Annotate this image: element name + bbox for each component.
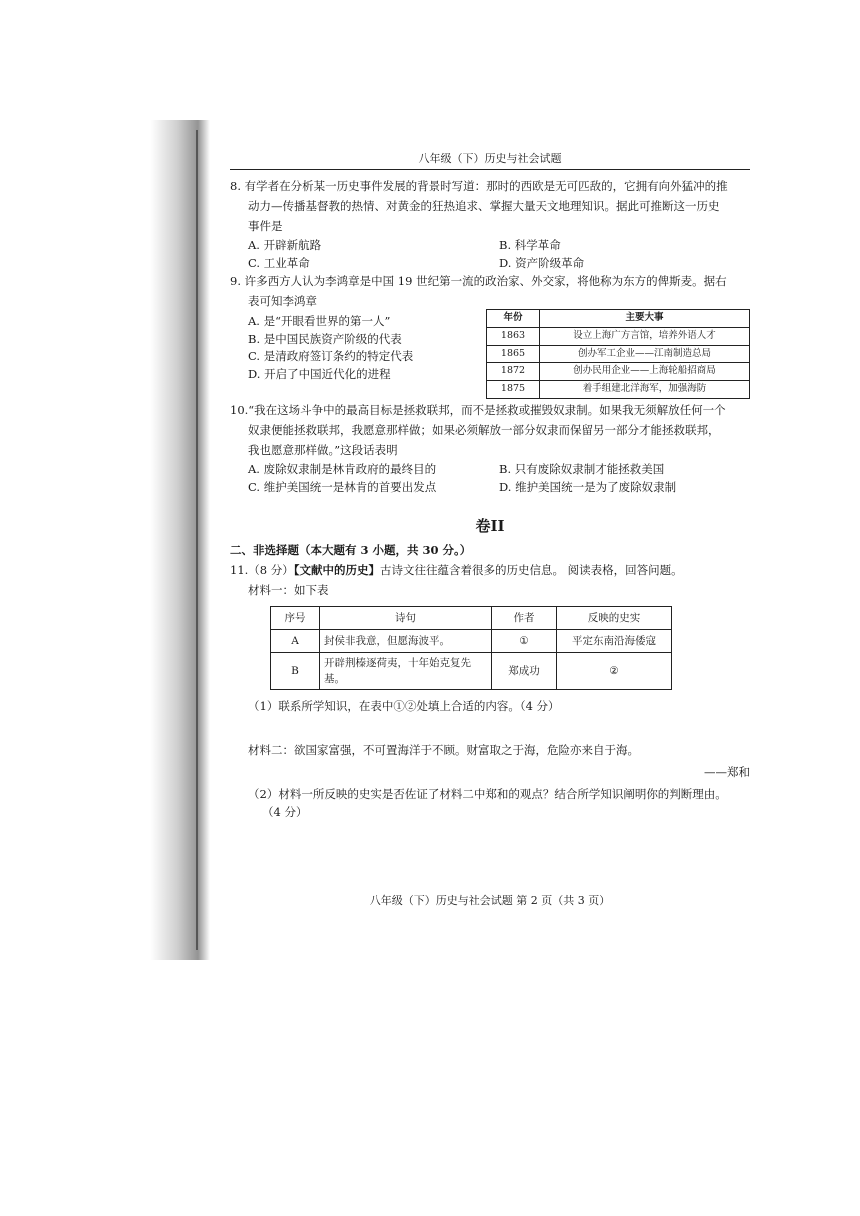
table-header-row (487, 310, 750, 328)
q9-option-d: D. 开启了中国近代化的进程 (248, 367, 391, 382)
section-heading: 二、非选择题（本大题有 3 小题，共 30 分。） (230, 543, 472, 558)
question-8 (230, 178, 750, 273)
section-title: 卷II (475, 517, 505, 536)
q8-options (230, 237, 750, 273)
poetry-table (270, 606, 672, 691)
page-footer: 八年级（下）历史与社会试题 第 2 页（共 3 页） (369, 894, 611, 907)
q8-stem-line1: 8. 有学者在分析某一历史事件发展的背景时写道：那时的西欧是无可匹敌的，它拥有向外猛冲的推 (230, 179, 728, 194)
question-11 (230, 562, 750, 821)
question-10 (230, 402, 750, 497)
table-cell-fact: ② (557, 652, 672, 690)
table-row (271, 629, 672, 652)
q9-option-a: A. 是“开眼看世界的第一人” (248, 313, 391, 328)
table-cell-author: ① (492, 629, 557, 652)
q8-option-c: C. 工业革命 (248, 256, 310, 271)
table-row (487, 363, 750, 381)
q11-prefix: 11.（8 分） (230, 563, 294, 578)
table-row (487, 327, 750, 345)
table-cell-event: 设立上海广方言馆，培养外语人才 (540, 327, 750, 345)
q9-stem-line2: 表可知李鸿章 (248, 293, 317, 308)
q9-option-c: C. 是清政府签订条约的特定代表 (248, 349, 414, 364)
q10-option-d: D. 维护美国统一是为了废除奴隶制 (499, 480, 677, 495)
q8-option-d: D. 资产阶级革命 (499, 256, 585, 271)
table-header-row (271, 606, 672, 629)
q10-option-a: A. 废除奴隶制是林肯政府的最终目的 (248, 462, 437, 477)
question-9 (230, 273, 750, 394)
q11-subquestion-1: （1）联系所学知识，在表中①②处填上合适的内容。（4 分） (248, 699, 560, 714)
table-row (487, 380, 750, 398)
table-header-year: 年份 (487, 310, 540, 328)
table-cell-poem: 开辟荆榛逐荷夷，十年始克复先基。 (320, 652, 492, 690)
table-cell-index: A (271, 629, 320, 652)
scan-edge (196, 130, 198, 950)
table-cell-event: 着手组建北洋海军，加强海防 (540, 380, 750, 398)
table-header-fact: 反映的史实 (557, 606, 672, 629)
q9-options (230, 313, 488, 384)
q8-stem-line3: 事件是 (248, 218, 283, 233)
exam-page (230, 150, 750, 930)
table-cell-author: 郑成功 (492, 652, 557, 690)
table-cell-year: 1865 (487, 345, 540, 363)
q8-option-b: B. 科学革命 (499, 238, 561, 253)
table-header-poem: 诗句 (320, 606, 492, 629)
table-cell-index: B (271, 652, 320, 690)
header-rule (230, 169, 750, 170)
q10-option-b: B. 只有废除奴隶制才能拯救美国 (499, 462, 665, 477)
table-cell-fact: 平定东南沿海倭寇 (557, 629, 672, 652)
q10-options (230, 461, 750, 497)
q11-material2: 材料二：欲国家富强，不可置海洋于不顾。财富取之于海，危险亦来自于海。 (248, 743, 639, 758)
q10-stem-line1: 10.“我在这场斗争中的最高目标是拯救联邦，而不是拯救或摧毁奴隶制。如果我无须解放任何一个 (230, 402, 726, 417)
table-header-event: 主要大事 (540, 310, 750, 328)
table-cell-event: 创办军工企业——江南制造总局 (540, 345, 750, 363)
q11-subquestion-2-line1: （2）材料一所反映的史实是否佐证了材料二中郑和的观点？结合所学知识阐明你的判断理由。 (248, 786, 727, 801)
q11-material1: 材料一：如下表 (248, 582, 329, 597)
table-header-author: 作者 (492, 606, 557, 629)
q11-stem-text: 古诗文往往蕴含着很多的历史信息。 阅读表格，回答问题。 (380, 563, 683, 578)
q8-option-a: A. 开辟新航路 (248, 238, 322, 253)
table-cell-year: 1872 (487, 363, 540, 381)
q10-option-c: C. 维护美国统一是林肯的首要出发点 (248, 480, 437, 495)
table-cell-year: 1875 (487, 380, 540, 398)
table-row (271, 652, 672, 690)
q11-subquestion-2-line2: （4 分） (262, 804, 308, 819)
table-cell-poem: 封侯非我意，但愿海波平。 (320, 629, 492, 652)
table-cell-event: 创办民用企业——上海轮船招商局 (540, 363, 750, 381)
table-header-index: 序号 (271, 606, 320, 629)
q10-stem-line3: 我也愿意那样做。”这段话表明 (248, 442, 398, 457)
q9-stem-line1: 9. 许多西方人认为李鸿章是中国 19 世纪第一流的政治家、外交家，将他称为东方的俾斯麦。据右 (230, 274, 727, 289)
table-row (487, 345, 750, 363)
q11-attribution: ——郑和 (704, 764, 750, 779)
scan-shadow (150, 120, 210, 960)
page-header-title: 八年级（下）历史与社会试题 (418, 152, 562, 165)
table-cell-year: 1863 (487, 327, 540, 345)
li-hongzhang-events-table (486, 309, 750, 399)
q11-tag: 【文献中的历史】 (293, 563, 381, 578)
q9-option-b: B. 是中国民族资产阶级的代表 (248, 331, 402, 346)
q8-stem-line2: 动力—传播基督教的热情、对黄金的狂热追求、掌握大量天文地理知识。据此可推断这一历史 (248, 198, 720, 213)
q11-stem (230, 562, 750, 580)
q10-stem-line2: 奴隶便能拯救联邦，我愿意那样做；如果必须解放一部分奴隶而保留另一部分才能拯救联邦， (248, 422, 720, 437)
